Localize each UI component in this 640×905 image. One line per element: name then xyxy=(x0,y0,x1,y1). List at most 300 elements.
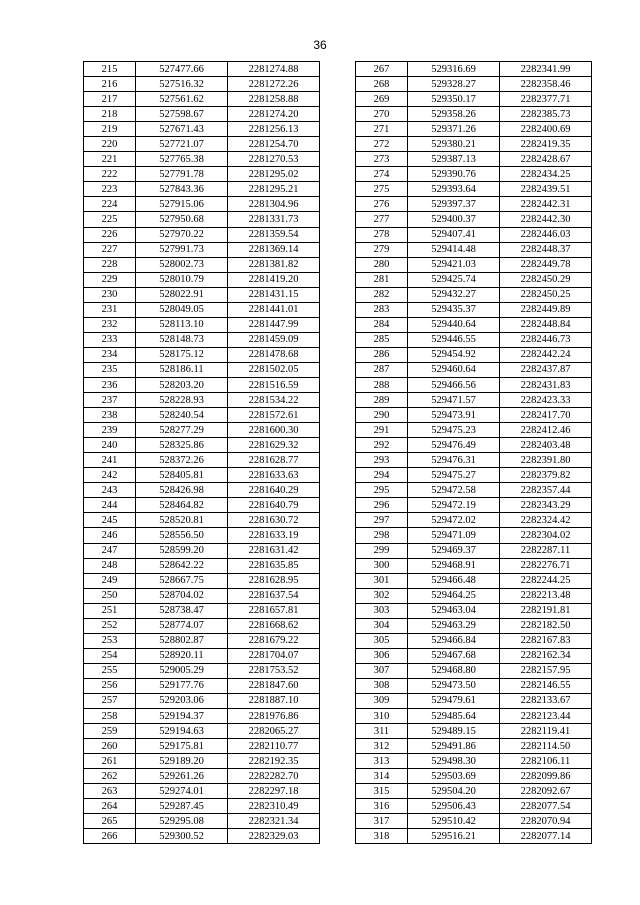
y-coordinate-cell: 2282106.11 xyxy=(500,754,592,769)
y-coordinate-cell: 2282400.69 xyxy=(500,122,592,137)
table-row xyxy=(84,347,320,362)
table-row xyxy=(356,754,592,769)
point-number-cell: 294 xyxy=(356,468,408,483)
y-coordinate-cell: 2281637.54 xyxy=(228,588,320,603)
point-number-cell: 230 xyxy=(84,287,136,302)
y-coordinate-cell: 2281887.10 xyxy=(228,693,320,708)
x-coordinate-cell: 529371.26 xyxy=(408,122,500,137)
y-coordinate-cell: 2282162.34 xyxy=(500,648,592,663)
coordinates-table-left xyxy=(83,61,320,844)
x-coordinate-cell: 528738.47 xyxy=(136,603,228,618)
point-number-cell: 232 xyxy=(84,317,136,332)
point-number-cell: 271 xyxy=(356,122,408,137)
table-row xyxy=(84,754,320,769)
x-coordinate-cell: 529194.37 xyxy=(136,709,228,724)
point-number-cell: 301 xyxy=(356,573,408,588)
y-coordinate-cell: 2282442.31 xyxy=(500,197,592,212)
x-coordinate-cell: 529510.42 xyxy=(408,814,500,829)
x-coordinate-cell: 529175.81 xyxy=(136,739,228,754)
table-row xyxy=(356,693,592,708)
table-row xyxy=(84,257,320,272)
y-coordinate-cell: 2282434.25 xyxy=(500,167,592,182)
y-coordinate-cell: 2281331.73 xyxy=(228,212,320,227)
point-number-cell: 268 xyxy=(356,77,408,92)
table-row xyxy=(84,468,320,483)
table-row xyxy=(84,287,320,302)
x-coordinate-cell: 529506.43 xyxy=(408,799,500,814)
point-number-cell: 248 xyxy=(84,558,136,573)
x-coordinate-cell: 529466.48 xyxy=(408,573,500,588)
x-coordinate-cell: 528240.54 xyxy=(136,408,228,423)
point-number-cell: 281 xyxy=(356,272,408,287)
table-row xyxy=(356,724,592,739)
x-coordinate-cell: 529503.69 xyxy=(408,769,500,784)
y-coordinate-cell: 2282419.35 xyxy=(500,137,592,152)
table-row xyxy=(356,347,592,362)
x-coordinate-cell: 529472.58 xyxy=(408,483,500,498)
x-coordinate-cell: 529358.26 xyxy=(408,107,500,122)
y-coordinate-cell: 2282377.71 xyxy=(500,92,592,107)
point-number-cell: 221 xyxy=(84,152,136,167)
y-coordinate-cell: 2281753.52 xyxy=(228,663,320,678)
point-number-cell: 224 xyxy=(84,197,136,212)
table-row xyxy=(84,393,320,408)
table-row xyxy=(356,483,592,498)
table-row xyxy=(356,92,592,107)
point-number-cell: 307 xyxy=(356,663,408,678)
point-number-cell: 318 xyxy=(356,829,408,844)
table-row xyxy=(84,724,320,739)
table-row xyxy=(356,648,592,663)
table-row xyxy=(356,799,592,814)
x-coordinate-cell: 527950.68 xyxy=(136,212,228,227)
point-number-cell: 250 xyxy=(84,588,136,603)
point-number-cell: 272 xyxy=(356,137,408,152)
point-number-cell: 309 xyxy=(356,693,408,708)
y-coordinate-cell: 2281304.96 xyxy=(228,197,320,212)
x-coordinate-cell: 529463.29 xyxy=(408,618,500,633)
x-coordinate-cell: 527516.32 xyxy=(136,77,228,92)
y-coordinate-cell: 2282146.55 xyxy=(500,678,592,693)
y-coordinate-cell: 2282114.50 xyxy=(500,739,592,754)
point-number-cell: 239 xyxy=(84,423,136,438)
point-number-cell: 259 xyxy=(84,724,136,739)
x-coordinate-cell: 529189.20 xyxy=(136,754,228,769)
y-coordinate-cell: 2281431.15 xyxy=(228,287,320,302)
point-number-cell: 292 xyxy=(356,438,408,453)
y-coordinate-cell: 2282431.83 xyxy=(500,377,592,392)
y-coordinate-cell: 2282123.44 xyxy=(500,709,592,724)
y-coordinate-cell: 2282244.25 xyxy=(500,573,592,588)
point-number-cell: 234 xyxy=(84,347,136,362)
table-row xyxy=(84,784,320,799)
table-row xyxy=(356,197,592,212)
table-row xyxy=(356,377,592,392)
table-row xyxy=(84,62,320,77)
y-coordinate-cell: 2281679.22 xyxy=(228,633,320,648)
x-coordinate-cell: 527970.22 xyxy=(136,227,228,242)
y-coordinate-cell: 2281359.54 xyxy=(228,227,320,242)
y-coordinate-cell: 2282450.29 xyxy=(500,272,592,287)
table-row xyxy=(84,423,320,438)
table-row xyxy=(84,573,320,588)
point-number-cell: 262 xyxy=(84,769,136,784)
table-row xyxy=(356,498,592,513)
x-coordinate-cell: 529467.68 xyxy=(408,648,500,663)
table-row xyxy=(356,152,592,167)
y-coordinate-cell: 2281272.26 xyxy=(228,77,320,92)
x-coordinate-cell: 528203.20 xyxy=(136,377,228,392)
y-coordinate-cell: 2282276.71 xyxy=(500,558,592,573)
point-number-cell: 233 xyxy=(84,332,136,347)
point-number-cell: 293 xyxy=(356,453,408,468)
x-coordinate-cell: 528704.02 xyxy=(136,588,228,603)
x-coordinate-cell: 529414.48 xyxy=(408,242,500,257)
x-coordinate-cell: 528186.11 xyxy=(136,362,228,377)
x-coordinate-cell: 527477.66 xyxy=(136,62,228,77)
table-row xyxy=(84,453,320,468)
point-number-cell: 220 xyxy=(84,137,136,152)
y-coordinate-cell: 2282343.29 xyxy=(500,498,592,513)
table-row xyxy=(84,588,320,603)
point-number-cell: 240 xyxy=(84,438,136,453)
y-coordinate-cell: 2281256.13 xyxy=(228,122,320,137)
table-row xyxy=(84,663,320,678)
point-number-cell: 222 xyxy=(84,167,136,182)
table-row xyxy=(84,302,320,317)
point-number-cell: 287 xyxy=(356,362,408,377)
y-coordinate-cell: 2281668.62 xyxy=(228,618,320,633)
table-row xyxy=(84,648,320,663)
table-row xyxy=(356,829,592,844)
x-coordinate-cell: 529380.21 xyxy=(408,137,500,152)
table-row xyxy=(356,453,592,468)
table-row xyxy=(356,122,592,137)
x-coordinate-cell: 529393.64 xyxy=(408,182,500,197)
point-number-cell: 251 xyxy=(84,603,136,618)
y-coordinate-cell: 2281441.01 xyxy=(228,302,320,317)
x-coordinate-cell: 528113.10 xyxy=(136,317,228,332)
point-number-cell: 304 xyxy=(356,618,408,633)
point-number-cell: 298 xyxy=(356,528,408,543)
table-row xyxy=(356,784,592,799)
y-coordinate-cell: 2282446.73 xyxy=(500,332,592,347)
x-coordinate-cell: 527843.36 xyxy=(136,182,228,197)
point-number-cell: 263 xyxy=(84,784,136,799)
table-row xyxy=(356,618,592,633)
x-coordinate-cell: 529473.50 xyxy=(408,678,500,693)
y-coordinate-cell: 2282442.24 xyxy=(500,347,592,362)
point-number-cell: 261 xyxy=(84,754,136,769)
table-row xyxy=(84,829,320,844)
table-row xyxy=(84,513,320,528)
page-number: 36 xyxy=(313,38,327,52)
y-coordinate-cell: 2281640.29 xyxy=(228,483,320,498)
table-row xyxy=(84,769,320,784)
y-coordinate-cell: 2281274.88 xyxy=(228,62,320,77)
x-coordinate-cell: 529261.26 xyxy=(136,769,228,784)
x-coordinate-cell: 528667.75 xyxy=(136,573,228,588)
point-number-cell: 279 xyxy=(356,242,408,257)
point-number-cell: 274 xyxy=(356,167,408,182)
x-coordinate-cell: 529475.23 xyxy=(408,423,500,438)
point-number-cell: 247 xyxy=(84,543,136,558)
table-row xyxy=(356,528,592,543)
table-row xyxy=(356,513,592,528)
x-coordinate-cell: 528920.11 xyxy=(136,648,228,663)
y-coordinate-cell: 2282167.83 xyxy=(500,633,592,648)
y-coordinate-cell: 2282412.46 xyxy=(500,423,592,438)
y-coordinate-cell: 2281640.79 xyxy=(228,498,320,513)
coordinates-table-right xyxy=(355,61,592,844)
y-coordinate-cell: 2281369.14 xyxy=(228,242,320,257)
table-row xyxy=(356,317,592,332)
y-coordinate-cell: 2282329.03 xyxy=(228,829,320,844)
x-coordinate-cell: 529435.37 xyxy=(408,302,500,317)
x-coordinate-cell: 527671.43 xyxy=(136,122,228,137)
table-row xyxy=(84,137,320,152)
point-number-cell: 244 xyxy=(84,498,136,513)
table-row xyxy=(356,438,592,453)
x-coordinate-cell: 529203.06 xyxy=(136,693,228,708)
table-row xyxy=(84,558,320,573)
table-row xyxy=(356,603,592,618)
x-coordinate-cell: 528022.91 xyxy=(136,287,228,302)
point-number-cell: 266 xyxy=(84,829,136,844)
table-row xyxy=(84,242,320,257)
x-coordinate-cell: 528372.26 xyxy=(136,453,228,468)
x-coordinate-cell: 529440.64 xyxy=(408,317,500,332)
table-row xyxy=(84,814,320,829)
x-coordinate-cell: 528010.79 xyxy=(136,272,228,287)
y-coordinate-cell: 2281630.72 xyxy=(228,513,320,528)
point-number-cell: 297 xyxy=(356,513,408,528)
table-row xyxy=(356,573,592,588)
y-coordinate-cell: 2282310.49 xyxy=(228,799,320,814)
x-coordinate-cell: 528002.73 xyxy=(136,257,228,272)
table-row xyxy=(356,468,592,483)
x-coordinate-cell: 529463.04 xyxy=(408,603,500,618)
x-coordinate-cell: 529316.69 xyxy=(408,62,500,77)
y-coordinate-cell: 2281419.20 xyxy=(228,272,320,287)
point-number-cell: 315 xyxy=(356,784,408,799)
table-row xyxy=(356,77,592,92)
point-number-cell: 276 xyxy=(356,197,408,212)
point-number-cell: 267 xyxy=(356,62,408,77)
x-coordinate-cell: 529350.17 xyxy=(408,92,500,107)
y-coordinate-cell: 2281633.63 xyxy=(228,468,320,483)
x-coordinate-cell: 529471.57 xyxy=(408,393,500,408)
point-number-cell: 311 xyxy=(356,724,408,739)
table-row xyxy=(84,122,320,137)
y-coordinate-cell: 2282157.95 xyxy=(500,663,592,678)
table-row xyxy=(356,558,592,573)
x-coordinate-cell: 527915.06 xyxy=(136,197,228,212)
point-number-cell: 253 xyxy=(84,633,136,648)
point-number-cell: 235 xyxy=(84,362,136,377)
y-coordinate-cell: 2281447.99 xyxy=(228,317,320,332)
x-coordinate-cell: 528464.82 xyxy=(136,498,228,513)
y-coordinate-cell: 2282182.50 xyxy=(500,618,592,633)
y-coordinate-cell: 2282133.67 xyxy=(500,693,592,708)
y-coordinate-cell: 2282449.78 xyxy=(500,257,592,272)
y-coordinate-cell: 2282099.86 xyxy=(500,769,592,784)
x-coordinate-cell: 527991.73 xyxy=(136,242,228,257)
point-number-cell: 285 xyxy=(356,332,408,347)
x-coordinate-cell: 529454.92 xyxy=(408,347,500,362)
table-row xyxy=(84,618,320,633)
table-row xyxy=(84,438,320,453)
point-number-cell: 217 xyxy=(84,92,136,107)
table-row xyxy=(84,182,320,197)
table-row xyxy=(84,528,320,543)
y-coordinate-cell: 2281657.81 xyxy=(228,603,320,618)
y-coordinate-cell: 2281600.30 xyxy=(228,423,320,438)
table-row xyxy=(84,603,320,618)
x-coordinate-cell: 529005.29 xyxy=(136,663,228,678)
table-row xyxy=(356,678,592,693)
table-row xyxy=(84,77,320,92)
table-row xyxy=(356,212,592,227)
point-number-cell: 277 xyxy=(356,212,408,227)
y-coordinate-cell: 2282092.67 xyxy=(500,784,592,799)
x-coordinate-cell: 528277.29 xyxy=(136,423,228,438)
point-number-cell: 283 xyxy=(356,302,408,317)
point-number-cell: 231 xyxy=(84,302,136,317)
table-row xyxy=(356,588,592,603)
x-coordinate-cell: 528148.73 xyxy=(136,332,228,347)
point-number-cell: 286 xyxy=(356,347,408,362)
y-coordinate-cell: 2282191.81 xyxy=(500,603,592,618)
y-coordinate-cell: 2281270.53 xyxy=(228,152,320,167)
x-coordinate-cell: 529274.01 xyxy=(136,784,228,799)
table-row xyxy=(356,408,592,423)
x-coordinate-cell: 529287.45 xyxy=(136,799,228,814)
x-coordinate-cell: 529468.80 xyxy=(408,663,500,678)
point-number-cell: 310 xyxy=(356,709,408,724)
point-number-cell: 265 xyxy=(84,814,136,829)
table-row xyxy=(356,242,592,257)
y-coordinate-cell: 2281704.07 xyxy=(228,648,320,663)
table-row xyxy=(356,814,592,829)
x-coordinate-cell: 529469.37 xyxy=(408,543,500,558)
point-number-cell: 284 xyxy=(356,317,408,332)
table-row xyxy=(84,212,320,227)
y-coordinate-cell: 2282385.73 xyxy=(500,107,592,122)
table-row xyxy=(84,678,320,693)
point-number-cell: 246 xyxy=(84,528,136,543)
y-coordinate-cell: 2282428.67 xyxy=(500,152,592,167)
y-coordinate-cell: 2282287.11 xyxy=(500,543,592,558)
table-row xyxy=(84,633,320,648)
table-row xyxy=(356,137,592,152)
table-row xyxy=(356,272,592,287)
y-coordinate-cell: 2282446.03 xyxy=(500,227,592,242)
point-number-cell: 264 xyxy=(84,799,136,814)
y-coordinate-cell: 2282110.77 xyxy=(228,739,320,754)
x-coordinate-cell: 529476.49 xyxy=(408,438,500,453)
y-coordinate-cell: 2282321.34 xyxy=(228,814,320,829)
x-coordinate-cell: 527561.62 xyxy=(136,92,228,107)
table-row xyxy=(356,739,592,754)
y-coordinate-cell: 2281628.77 xyxy=(228,453,320,468)
y-coordinate-cell: 2282391.80 xyxy=(500,453,592,468)
x-coordinate-cell: 529473.91 xyxy=(408,408,500,423)
y-coordinate-cell: 2281534.22 xyxy=(228,393,320,408)
x-coordinate-cell: 529468.91 xyxy=(408,558,500,573)
table-row xyxy=(356,227,592,242)
x-coordinate-cell: 528228.93 xyxy=(136,393,228,408)
point-number-cell: 257 xyxy=(84,693,136,708)
x-coordinate-cell: 528520.81 xyxy=(136,513,228,528)
x-coordinate-cell: 529472.19 xyxy=(408,498,500,513)
y-coordinate-cell: 2282213.48 xyxy=(500,588,592,603)
point-number-cell: 290 xyxy=(356,408,408,423)
y-coordinate-cell: 2281631.42 xyxy=(228,543,320,558)
point-number-cell: 226 xyxy=(84,227,136,242)
y-coordinate-cell: 2281633.19 xyxy=(228,528,320,543)
point-number-cell: 216 xyxy=(84,77,136,92)
y-coordinate-cell: 2282282.70 xyxy=(228,769,320,784)
table-row xyxy=(84,543,320,558)
point-number-cell: 241 xyxy=(84,453,136,468)
y-coordinate-cell: 2282358.46 xyxy=(500,77,592,92)
point-number-cell: 303 xyxy=(356,603,408,618)
y-coordinate-cell: 2281381.82 xyxy=(228,257,320,272)
table-row xyxy=(84,377,320,392)
point-number-cell: 249 xyxy=(84,573,136,588)
point-number-cell: 236 xyxy=(84,377,136,392)
point-number-cell: 255 xyxy=(84,663,136,678)
table-row xyxy=(84,739,320,754)
x-coordinate-cell: 527791.78 xyxy=(136,167,228,182)
y-coordinate-cell: 2281459.09 xyxy=(228,332,320,347)
point-number-cell: 282 xyxy=(356,287,408,302)
point-number-cell: 313 xyxy=(356,754,408,769)
y-coordinate-cell: 2282442.30 xyxy=(500,212,592,227)
x-coordinate-cell: 528642.22 xyxy=(136,558,228,573)
point-number-cell: 270 xyxy=(356,107,408,122)
point-number-cell: 237 xyxy=(84,393,136,408)
y-coordinate-cell: 2281847.60 xyxy=(228,678,320,693)
y-coordinate-cell: 2282379.82 xyxy=(500,468,592,483)
y-coordinate-cell: 2281516.59 xyxy=(228,377,320,392)
x-coordinate-cell: 529387.13 xyxy=(408,152,500,167)
point-number-cell: 269 xyxy=(356,92,408,107)
y-coordinate-cell: 2281274.20 xyxy=(228,107,320,122)
table-row xyxy=(84,709,320,724)
table-row xyxy=(356,62,592,77)
y-coordinate-cell: 2281295.21 xyxy=(228,182,320,197)
point-number-cell: 243 xyxy=(84,483,136,498)
point-number-cell: 305 xyxy=(356,633,408,648)
point-number-cell: 238 xyxy=(84,408,136,423)
point-number-cell: 299 xyxy=(356,543,408,558)
x-coordinate-cell: 529516.21 xyxy=(408,829,500,844)
y-coordinate-cell: 2281502.05 xyxy=(228,362,320,377)
y-coordinate-cell: 2282403.48 xyxy=(500,438,592,453)
x-coordinate-cell: 528405.81 xyxy=(136,468,228,483)
y-coordinate-cell: 2281572.61 xyxy=(228,408,320,423)
y-coordinate-cell: 2281976.86 xyxy=(228,709,320,724)
x-coordinate-cell: 529407.41 xyxy=(408,227,500,242)
x-coordinate-cell: 529485.64 xyxy=(408,709,500,724)
table-row xyxy=(356,332,592,347)
x-coordinate-cell: 528426.98 xyxy=(136,483,228,498)
y-coordinate-cell: 2282070.94 xyxy=(500,814,592,829)
y-coordinate-cell: 2282297.18 xyxy=(228,784,320,799)
y-coordinate-cell: 2282324.42 xyxy=(500,513,592,528)
